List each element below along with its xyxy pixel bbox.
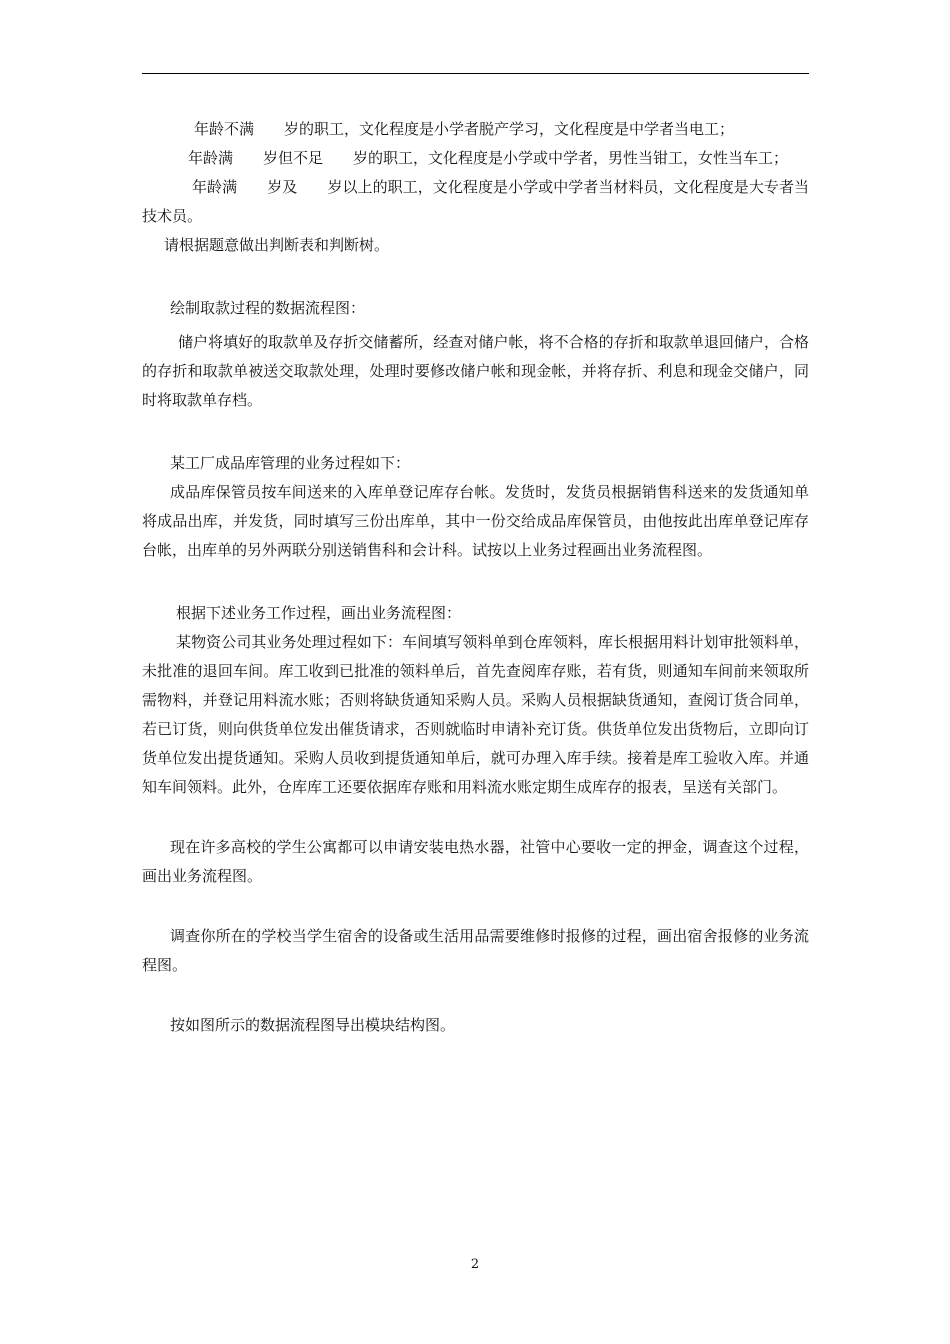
paragraph-module-structure: 按如图所示的数据流程图导出模块结构图。 xyxy=(170,1016,456,1034)
paragraph-warehouse-heading: 某工厂成品库管理的业务过程如下： xyxy=(170,454,411,472)
paragraph-warehouse-body: 成品库保管员按车间送来的入库单登记库存台帐。发货时，发货员根据销售科送来的发货通知单将成品出库，并发货，同时填写三份出库单，其中一份交给成品库保管员，由他按此出库单登记库存台帐，出库单的另外两联分别送销售科和会计科。试按以上业务过程画出业务流程图。 xyxy=(142,483,809,559)
paragraph-age-under: 年龄不满 岁的职工，文化程度是小学者脱产学习，文化程度是中学者当电工； xyxy=(194,120,735,138)
paragraph-water-heater: 现在许多高校的学生公寓都可以申请安装电热水器，社管中心要收一定的押金，调查这个过程，画出业务流程图。 xyxy=(142,838,809,885)
paragraph-decision-instruction: 请根据题意做出判断表和判断树。 xyxy=(164,236,390,254)
paragraph-age-between: 年龄满 岁但不足 岁的职工，文化程度是小学或中学者，男性当钳工，女性当车工； xyxy=(188,149,789,167)
header-rule xyxy=(142,73,809,74)
paragraph-materials-heading: 根据下述业务工作过程，画出业务流程图： xyxy=(176,604,462,622)
paragraph-withdrawal-heading: 绘制取款过程的数据流程图： xyxy=(170,299,366,317)
page-number: 2 xyxy=(470,1257,480,1272)
paragraph-withdrawal-body: 储户将填好的取款单及存折交储蓄所，经查对储户帐，将不合格的存折和取款单退回储户，合格的存折和取款单被送交取款处理，处理时要修改储户帐和现金帐，并将存折、利息和现金交储户，同时将取款单存档。 xyxy=(142,333,809,409)
paragraph-dorm-repair: 调查你所在的学校当学生宿舍的设备或生活用品需要维修时报修的过程，画出宿舍报修的业务流程图。 xyxy=(142,927,809,974)
paragraph-age-over: 年龄满 岁及 岁以上的职工，文化程度是小学或中学者当材料员，文化程度是大专者当技术员。 xyxy=(142,178,809,225)
document-body xyxy=(142,115,809,1040)
paragraph-materials-body: 某物资公司其业务处理过程如下：车间填写领料单到仓库领料，库长根据用料计划审批领料单，未批准的退回车间。库工收到已批准的领料单后，首先查阅库存账，若有货，则通知车间前来领取所需物料，并登记用料流水账；否则将缺货通知采购人员。采购人员根据缺货通知，查阅订货合同单，若已订货，则向供货单位发出催货请求，否则就临时申请补充订货。供货单位发出货物后，立即向订货单位发出提货通知。采购人员收到提货通知单后，就可办理入库手续。接着是库工验收入库。并通知车间领料。此外，仓库库工还要依据库存账和用料流水账定期生成库存的报表，呈送有关部门。 xyxy=(142,633,809,796)
